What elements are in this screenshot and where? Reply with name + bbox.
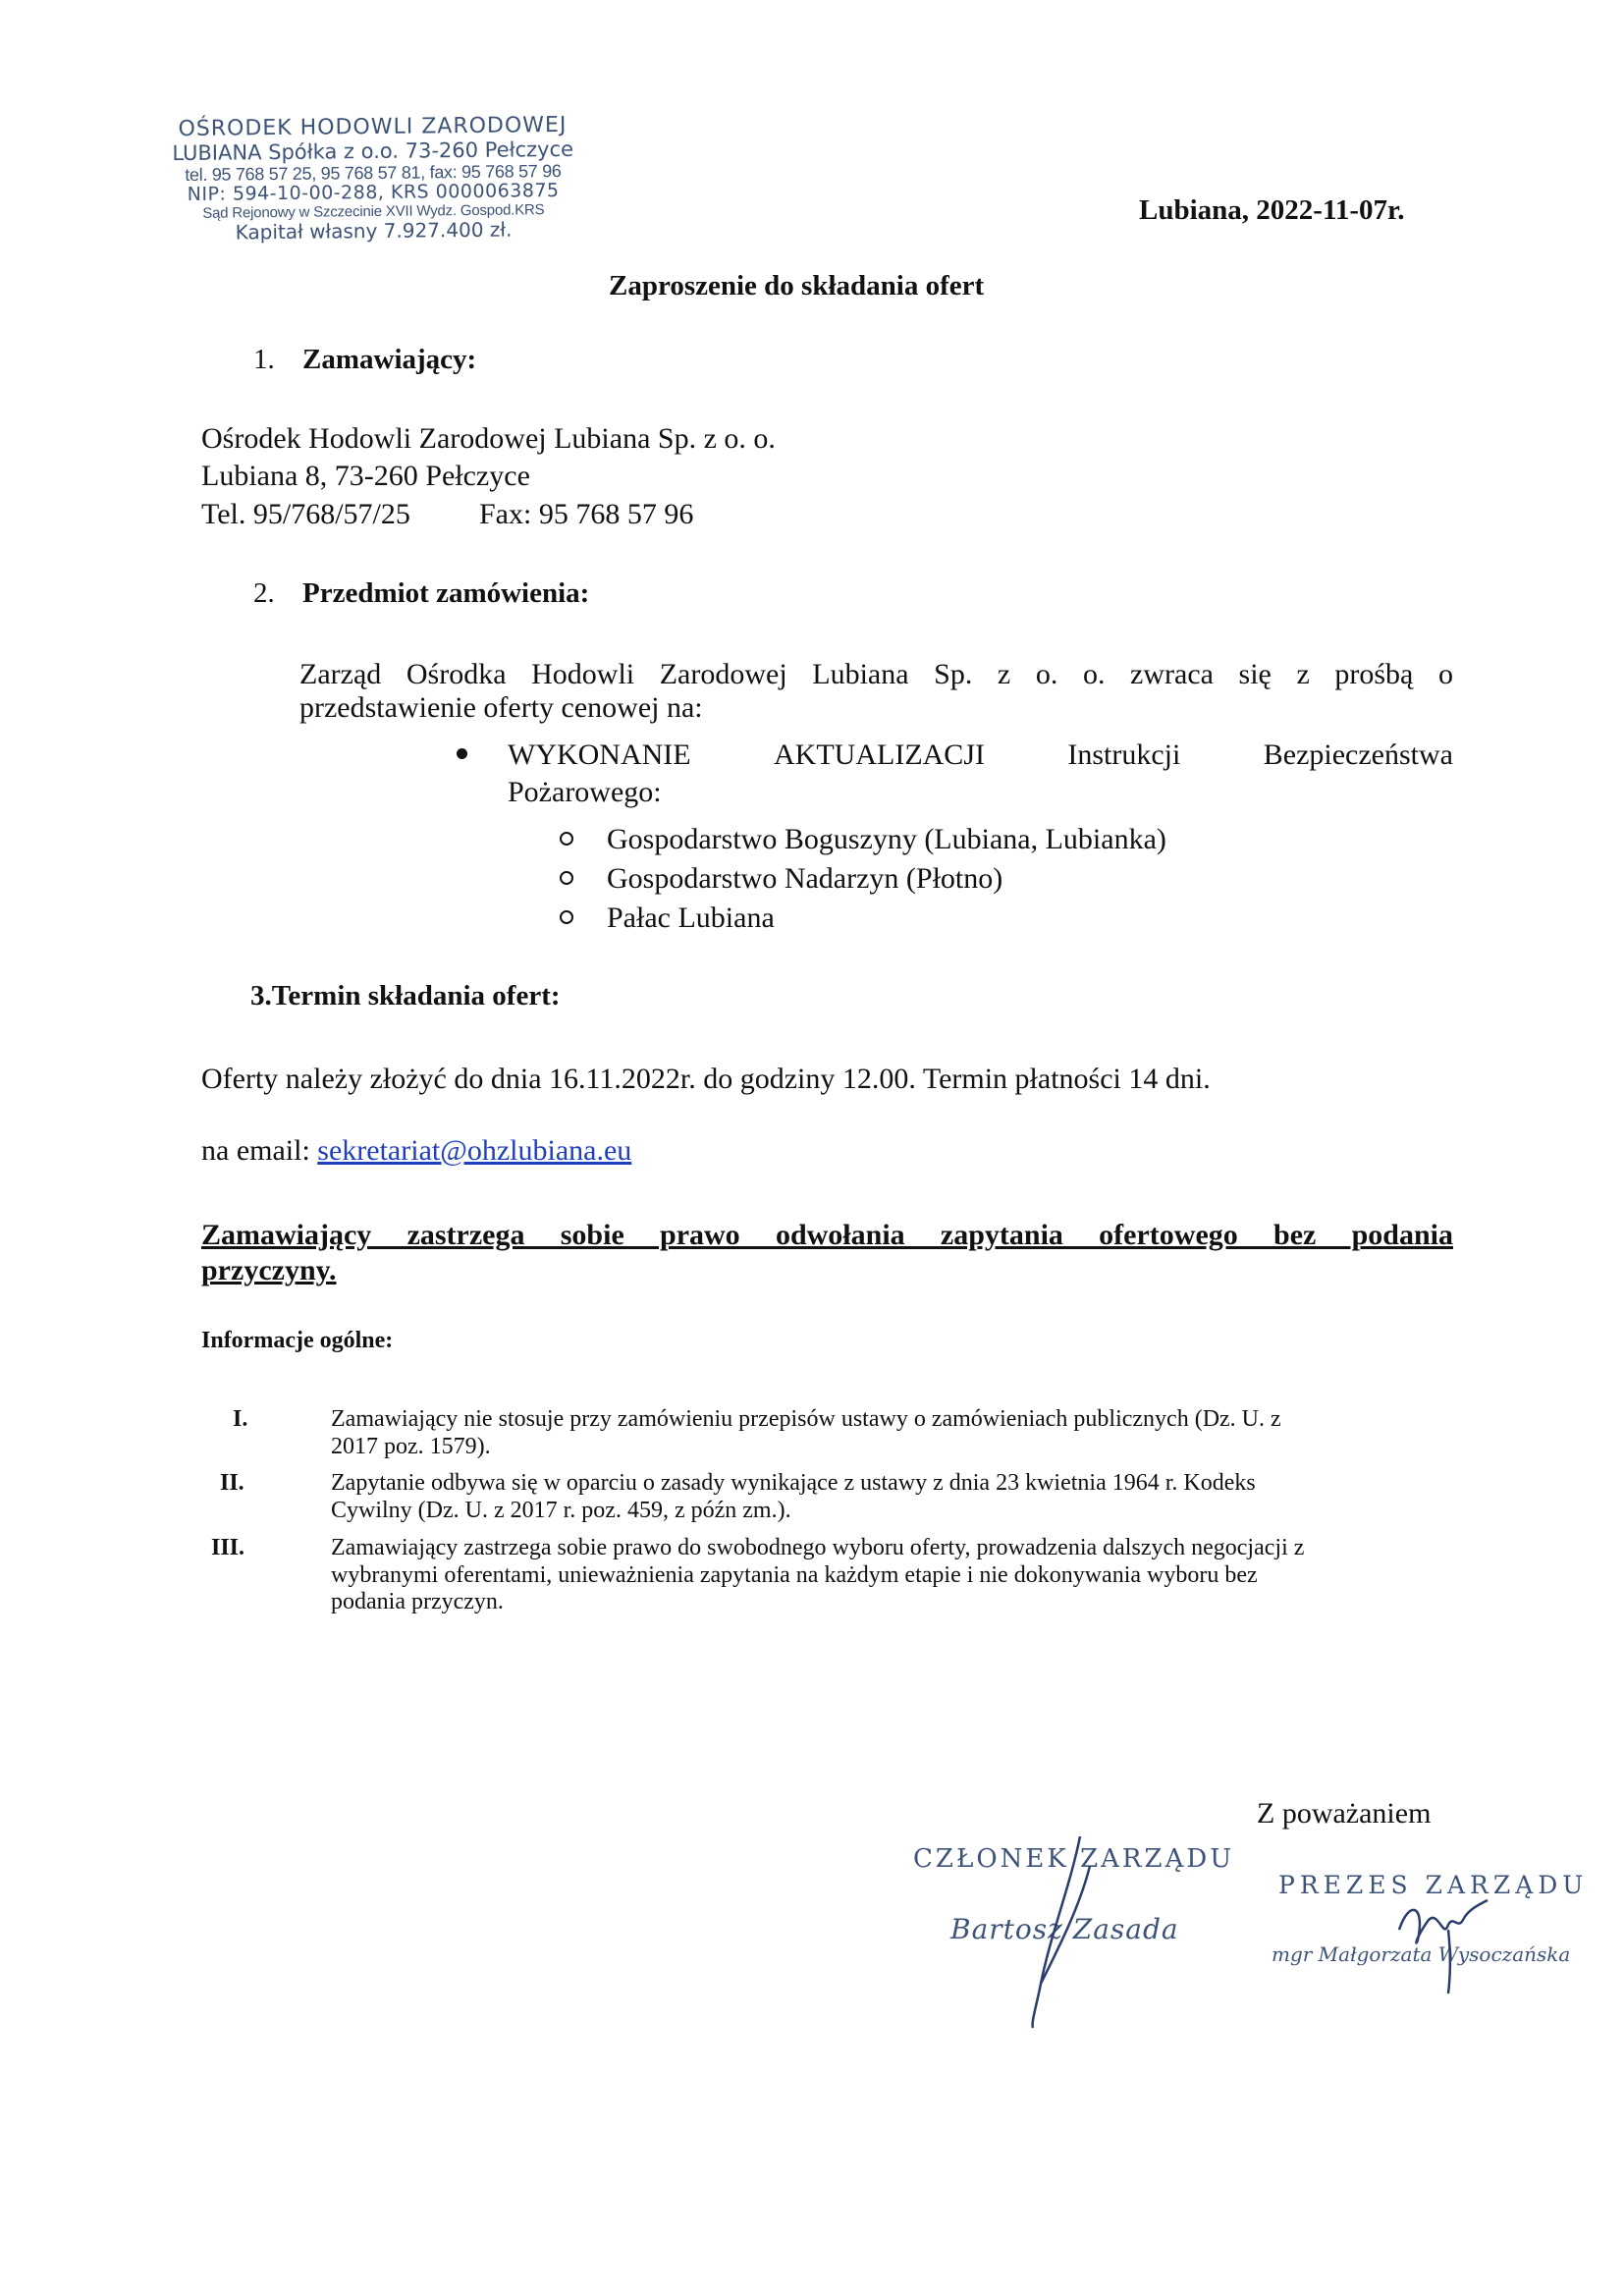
orderer-name: Ośrodek Hodowli Zarodowej Lubiana Sp. z o. o. [201,422,776,455]
email-line [201,1134,631,1168]
intro-word: Lubiana [812,658,909,690]
orderer-fax: Fax: 95 768 57 96 [479,498,694,530]
info-item [211,1535,1478,1623]
stamp-line: Kapitał własny 7.927.400 zł. [235,217,513,245]
deadline-text: Oferty należy złożyć do dnia 16.11.2022r. do godziny 12.00. Termin płatności 14 dni. [201,1063,1211,1095]
info-line: Cywilny (Dz. U. z 2017 r. poz. 459, z późn zm.). [331,1497,791,1523]
info-item-number: I. [233,1406,248,1432]
intro-word: o [1437,658,1453,690]
intro-word: Hodowli [531,658,635,690]
bullet-line2: Pożarowego: [508,776,662,808]
stamp-line: OŚRODEK HODOWLI ZARODOWEJ [178,112,568,142]
president-name: mgr Małgorzata Wysoczańska [1272,1942,1571,1966]
stamp-line: tel. 95 768 57 25, 95 768 57 81, fax: 95 768 57 96 [185,161,562,186]
intro-word: z [1296,658,1310,690]
company-stamp [146,114,599,246]
intro-word: z [997,658,1011,690]
info-item-number: II. [220,1470,244,1496]
stamp-line: Sąd Rejonowy w Szczecinie XVII Wydz. Gospod.KRS [202,200,545,222]
section-heading-subject [253,577,589,610]
info-item-number: III. [211,1535,245,1560]
section-number: 2. [253,577,275,609]
document-title: Zaproszenie do składania ofert [609,270,985,301]
subject-intro [299,658,1453,725]
sub-item-text: Pałac Lubiana [607,902,775,934]
sub-item-text: Gospodarstwo Nadarzyn (Płotno) [607,862,1003,895]
intro-word: o. [1082,658,1106,690]
section-title: Przedmiot zamówienia: [302,577,590,609]
intro-word: prośbą [1334,658,1414,690]
info-item-text [331,1470,1489,1524]
email-link[interactable]: sekretariat@ohzlubiana.eu [317,1134,632,1167]
info-item-text [331,1406,1489,1460]
info-item [233,1406,1489,1465]
info-line: Zamawiający zastrzega sobie prawo do swobodnego wyboru oferty, prowadzenia dalszych negocjacji z [331,1535,1305,1560]
orderer-tel: Tel. 95/768/57/25 [201,498,410,530]
bullet-word: Instrukcji [1067,738,1181,771]
info-line: podania przyczyn. [331,1589,504,1615]
president-stamp-title: PREZES ZARZĄDU [1278,1871,1589,1899]
bullet-word: Bezpieczeństwa [1263,738,1453,771]
intro-word: się [1238,658,1272,690]
intro-word: Ośrodka [406,658,507,690]
signature-left [1011,1827,1119,2033]
info-item [220,1470,1477,1529]
section-heading-deadline: 3.Termin składania ofert: [250,980,561,1011]
section-number: 1. [253,344,275,375]
bullet-word: AKTUALIZACJI [774,738,985,771]
email-label: na email: [201,1134,310,1167]
info-line: Zamawiający nie stosuje przy zamówieniu przepisów ustawy o zamówieniach publicznych (Dz. U. z [331,1406,1281,1432]
info-line: 2017 poz. 1579). [331,1433,491,1459]
section-title: Zamawiający: [302,344,477,375]
intro-word: Zarząd [299,658,382,690]
closing-greeting: Z poważaniem [1257,1797,1432,1830]
intro-word: o. [1035,658,1058,690]
info-line: wybranymi oferentami, unieważnienia zapytania na każdym etapie i nie dokonywania wyboru bez [331,1561,1258,1588]
subject-intro-line1 [299,658,1453,691]
stamp-line: LUBIANA Spółka z o.o. 73-260 Pełczyce [172,137,574,165]
circle-bullet-icon [560,910,573,924]
info-line: Zapytanie odbywa się w oparciu o zasady wynikające z ustawy z dnia 23 kwietnia 1964 r. Kodeks [331,1470,1256,1496]
circle-bullet-icon [560,871,573,885]
sub-item-text: Gospodarstwo Boguszyny (Lubiana, Lubianka) [607,823,1166,855]
bullet-word: WYKONANIE [508,738,691,771]
bullet-line1 [508,738,1453,772]
board-member-stamp-title: CZŁONEK ZARZĄDU [913,1844,1235,1874]
subject-intro-line2: przedstawienie oferty cenowej na: [299,691,703,724]
bullet-icon [457,748,467,759]
intro-word: zwraca [1130,658,1214,690]
signature-right [1389,1890,1507,1998]
board-member-name: Bartosz Zasada [950,1913,1179,1945]
info-item-text [331,1535,1489,1616]
circle-bullet-icon [560,832,573,846]
reservation-notice: Zamawiający zastrzega sobie prawo odwołania zapytania ofertowego bez podania przyczyny. [201,1219,1453,1286]
intro-word: Sp. [934,658,973,690]
orderer-address: Lubiana 8, 73-260 Pełczyce [201,460,530,492]
section-heading-orderer [253,344,476,376]
intro-word: Zarodowej [659,658,787,690]
info-heading: Informacje ogólne: [201,1328,394,1353]
stamp-line: NIP: 594-10-00-288, KRS 0000063875 [187,180,560,206]
document-date: Lubiana, 2022-11-07r. [1139,194,1405,226]
